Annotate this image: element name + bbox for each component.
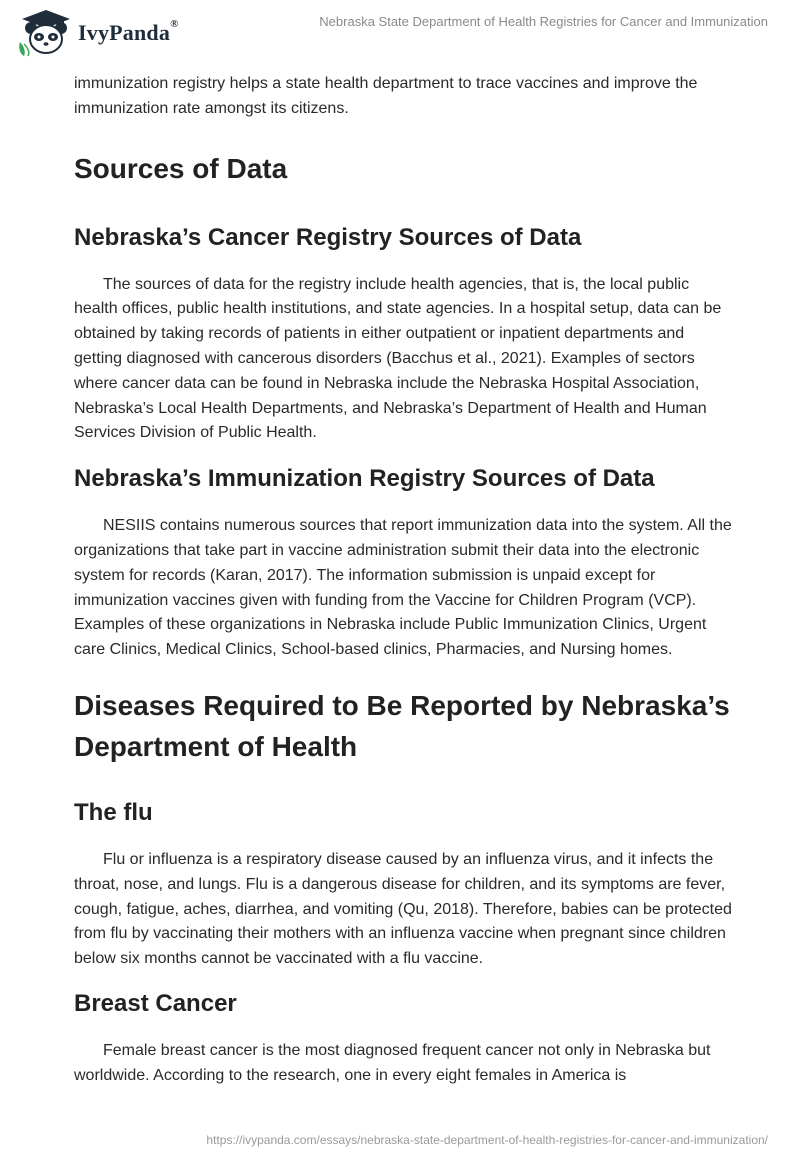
intro-paragraph: immunization registry helps a state health department to trace vaccines and improve the immunization rate amongst its citizens. xyxy=(74,75,698,117)
paragraph-immunization-registry-sources: NESIIS contains numerous sources that report immunization data into the system. All the organizations that take part in vaccine administration submit their data into the electronic system for records (Karan, 2017). The information submission is unpaid except for immunization vaccines given with funding from the Vaccine for Children Program (VCP). Examples of these organizations in Nebraska include Public Immunization Clinics, Urgent care Clinics, Medical Clinics, School-based clinics, Pharmacies, and Nursing homes. xyxy=(74,517,732,659)
heading-reportable-diseases: Diseases Required to Be Reported by Nebraska’s Department of Health xyxy=(74,689,730,762)
paragraph-the-flu: Flu or influenza is a respiratory disease caused by an influenza virus, and it infects the throat, nose, and lungs. Flu is a dangerous disease for children, and its symptoms are fever, cough, fatigue, aches, diarrhea, and vomiting (Qu, 2018). Therefore, babies can be protected from flu by vaccinating their mothers with an influenza vaccine when pregnant since children below six months cannot be vaccinated with a flu vaccine. xyxy=(74,850,732,968)
heading-sources-of-data: Sources of Data xyxy=(74,152,288,184)
heading-breast-cancer: Breast Cancer xyxy=(74,989,237,1017)
brand-text: IvyPanda xyxy=(78,20,171,45)
brand-name[interactable] xyxy=(78,20,179,46)
essay-content xyxy=(74,72,734,1089)
registered-mark: ® xyxy=(170,18,179,30)
ivypanda-logo-icon[interactable] xyxy=(16,8,76,58)
paragraph-breast-cancer: Female breast cancer is the most diagnosed frequent cancer not only in Nebraska but worldwide. According to the research, one in every eight females in America is xyxy=(74,1041,711,1084)
heading-the-flu: The flu xyxy=(74,798,153,826)
paragraph-cancer-registry-sources: The sources of data for the registry include health agencies, that is, the local public health offices, public health institutions, and state agencies. In a hospital setup, data can be obtained by taking records of patients in either outpatient or inpatient departments and getting diagnosed with cancerous disorders (Bacchus et al., 2021). Examples of sectors where cancer data can be found in Nebraska include the Nebraska Hospital Association, Nebraska’s Local Health Departments, and Nebraska’s Department of Health and Human Services Division of Public Health. xyxy=(74,275,722,442)
heading-cancer-registry-sources: Nebraska’s Cancer Registry Sources of Data xyxy=(74,223,582,251)
page-header xyxy=(0,0,800,70)
document-title: Nebraska State Department of Health Registries for Cancer and Immunization xyxy=(319,14,768,29)
heading-immunization-registry-sources: Nebraska’s Immunization Registry Sources of Data xyxy=(74,465,655,493)
source-url[interactable]: https://ivypanda.com/essays/nebraska-state-department-of-health-registries-for-cancer-and-immunization/ xyxy=(206,1133,768,1147)
